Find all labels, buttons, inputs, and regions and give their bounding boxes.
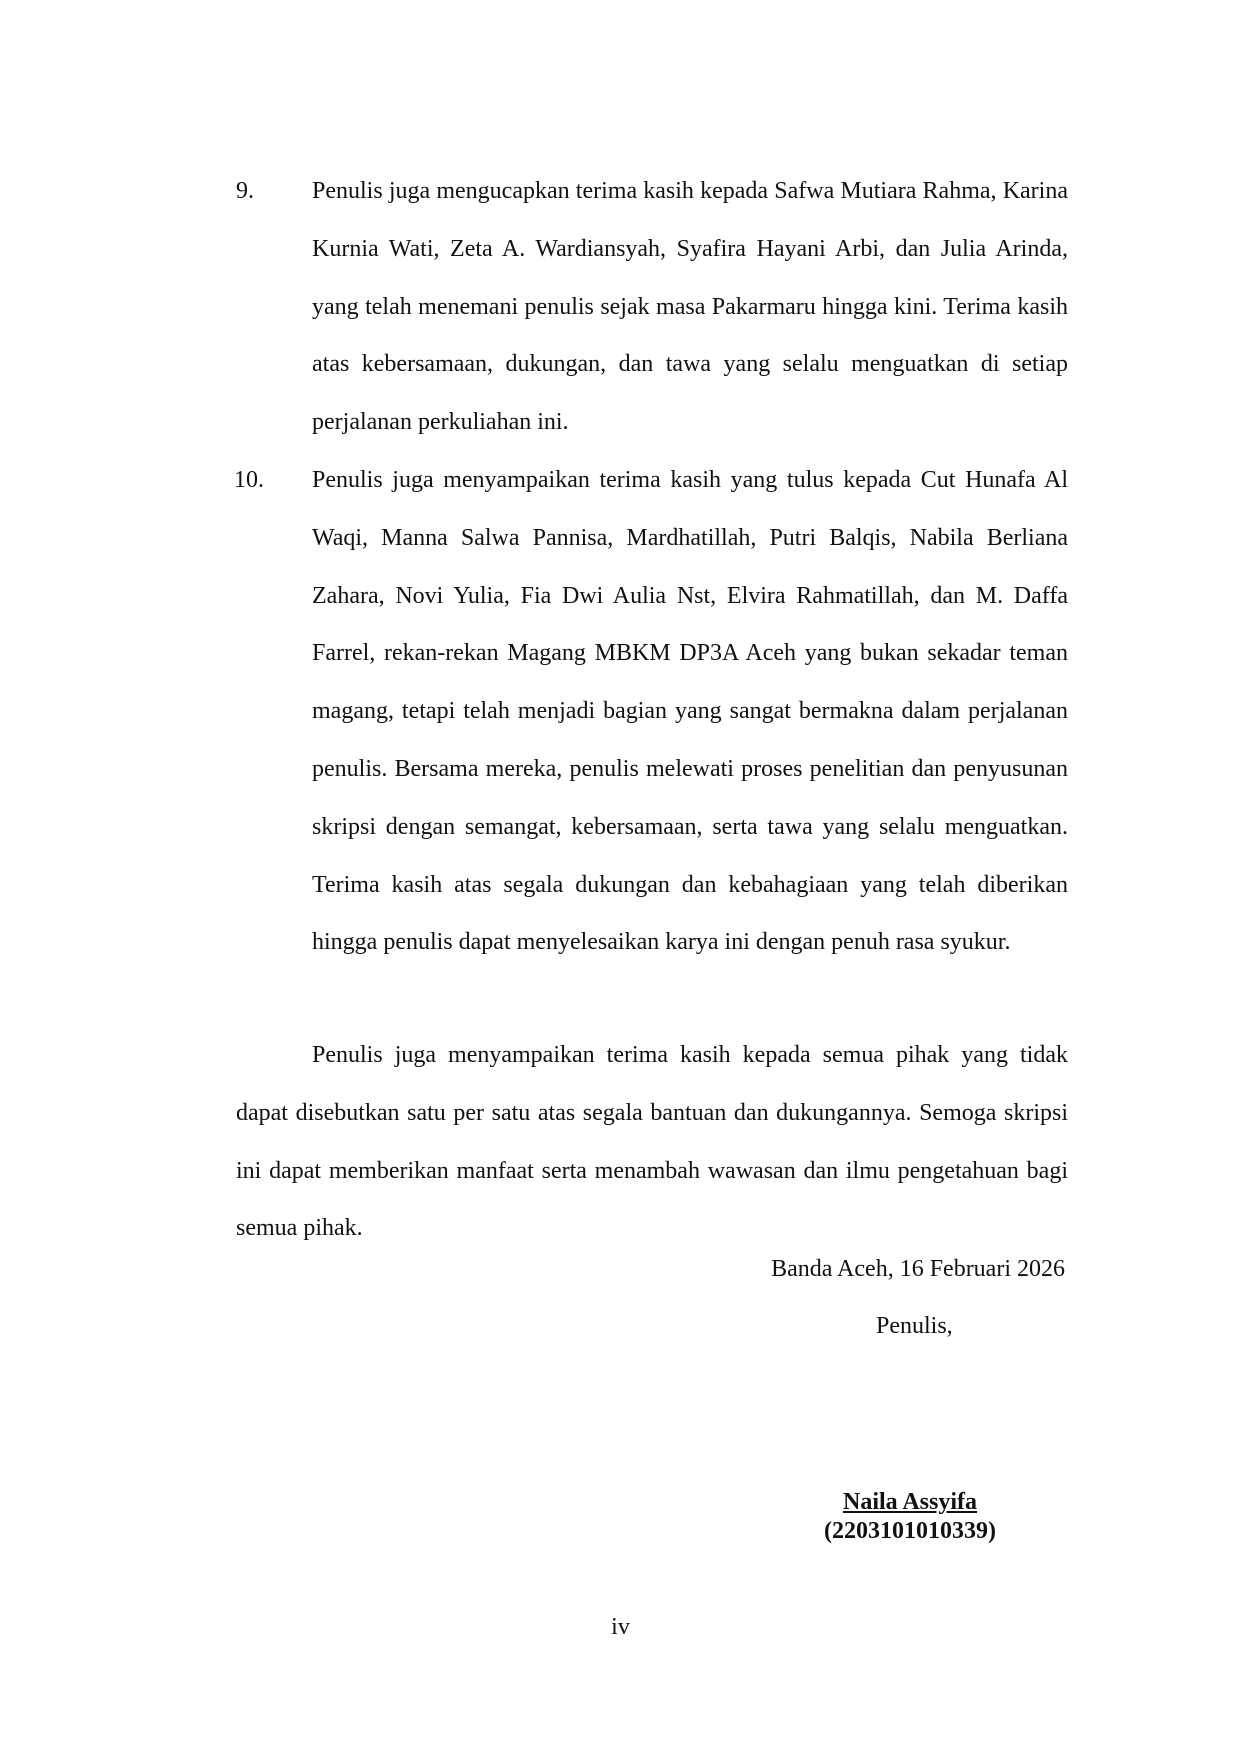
signer-role: Penulis, [876,1313,953,1339]
acknowledgement-list [236,163,1068,972]
list-item-number: 10. [234,466,264,493]
place-date: Banda Aceh, 16 Februari 2026 [771,1256,1065,1282]
list-item-text: Penulis juga menyampaikan terima kasih yang tulus kepada Cut Hunafa Al Waqi, Manna Salwa Pannisa, Mardhatillah, Putri Balqis, Nabila Berliana Zahara, Novi Yulia, Fia Dwi Aulia Nst, Elvira Rahmatillah, dan M. Daffa Farrel, rekan-rekan Magang MBKM DP3A Aceh yang bukan sekadar teman magang, tetapi telah menjadi bagian yang sangat bermakna dalam perjalanan penulis. Bersama mereka, penulis melewati proses penelitian dan penyusunan skripsi dengan semangat, kebersamaan, serta tawa yang selalu menguatkan. Terima kasih atas segala dukungan dan kebahagiaan yang telah diberikan hingga penulis dapat menyelesaikan karya ini dengan penuh rasa syukur. [312,466,1068,956]
list-item-text: Penulis juga mengucapkan terima kasih kepada Safwa Mutiara Rahma, Karina Kurnia Wati, Zeta A. Wardiansyah, Syafira Hayani Arbi, dan Julia Arinda, yang telah menemani penulis sejak masa Pakarmaru hingga kini. Terima kasih atas kebersamaan, dukungan, dan tawa yang selalu menguatkan di setiap perjalanan perkuliahan ini. [312,178,1068,436]
list-item [236,452,1068,972]
page-number: iv [611,1614,630,1640]
list-item-number: 9. [236,178,254,204]
list-item [236,163,1068,452]
signer-id: (2203101010339) [824,1518,996,1544]
signature-block [800,1488,1020,1546]
signer-name: Naila Assyifa [842,1489,977,1515]
closing-paragraph: Penulis juga menyampaikan terima kasih kepada semua pihak yang tidak dapat disebutkan satu per satu atas segala bantuan dan dukungannya. Semoga skripsi ini dapat memberikan manfaat serta menambah wawasan dan ilmu pengetahuan bagi semua pihak. [236,1042,1068,1242]
